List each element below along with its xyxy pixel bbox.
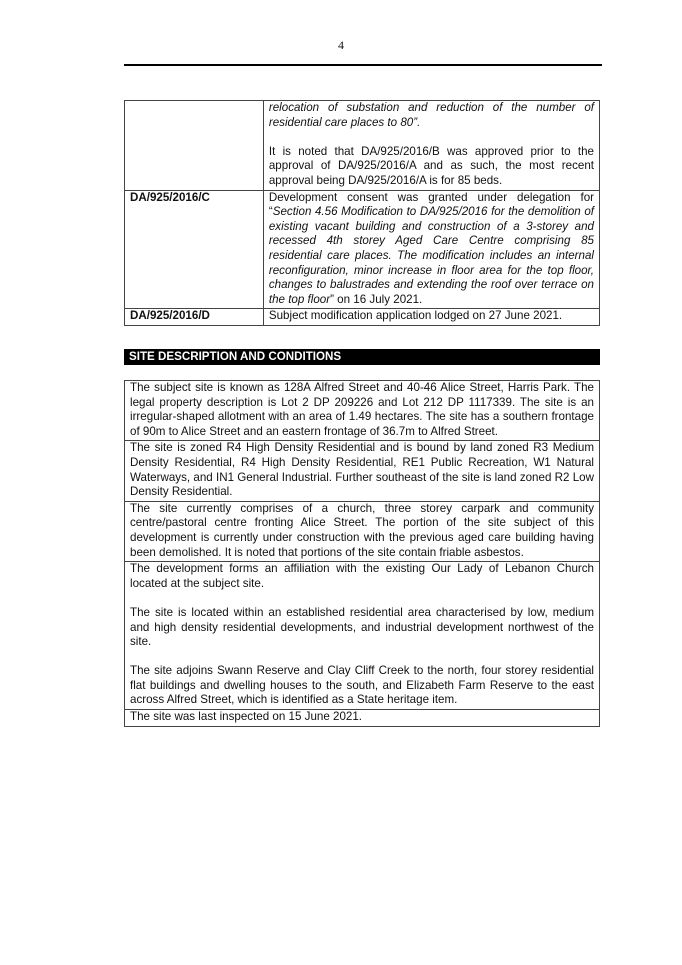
application-description	[263, 101, 599, 191]
site-description-cell	[125, 441, 600, 501]
page-number: 4	[338, 38, 344, 52]
history-row	[125, 101, 600, 191]
site-description-cell	[125, 710, 600, 727]
application-history-table	[124, 100, 600, 326]
site-description-paragraph: The site is located within an established residential area characterised by low, medium and high density residential developments, and industrial development northwest of the site.	[130, 605, 594, 649]
site-description-row	[125, 381, 600, 441]
site-description-body	[125, 381, 600, 727]
application-description	[263, 190, 599, 309]
description-paragraph	[269, 145, 594, 189]
header-rule	[124, 64, 602, 66]
site-description-row	[125, 501, 600, 561]
site-description-paragraph: The site currently comprises of a church, three storey carpark and community centre/pastoral centre fronting Alice Street. The portion of the site subject of this development is currently under construction with the previous aged care building having been demolished. It is noted that portions of the site contain friable asbestos.	[130, 501, 594, 559]
application-reference: DA/925/2016/D	[125, 309, 264, 326]
description-text: Subject modification application lodged on 27 June 2021.	[268, 309, 563, 323]
site-description-row	[125, 710, 600, 727]
application-reference	[125, 101, 264, 191]
history-row	[125, 190, 600, 309]
application-description	[263, 309, 599, 326]
site-description-row	[125, 441, 600, 501]
site-description-cell	[125, 562, 600, 710]
site-description-cell	[125, 501, 600, 561]
description-paragraph	[269, 101, 594, 130]
application-history-body	[125, 101, 600, 326]
description-paragraph	[269, 309, 594, 324]
quoted-description-text: relocation of substation and reduction of the number of residential care places to 80”.	[268, 101, 594, 129]
site-description-cell	[125, 381, 600, 441]
site-description-paragraph: The site is zoned R4 High Density Residential and is bound by land zoned R3 Medium Density Residential, R4 High Density Residential, RE1 Public Recreation, W1 Natural Waterways, and IN1 General Industrial. Further southeast of the site is land zoned R2 Low Density Residential.	[130, 441, 594, 499]
quoted-description-text: Section 4.56 Modification to DA/925/2016 for the demolition of existing vacant building and construction of a 3-storey and recessed 4th storey Aged Care Centre comprising 85 residential care places. The modification includes an internal reconfiguration, minor increase in floor area for the top floor, changes to balustrades and extending the roof over terrace on the top floor	[268, 205, 594, 306]
history-row	[125, 309, 600, 326]
site-description-row	[125, 562, 600, 710]
site-description-table	[124, 380, 600, 727]
site-description-paragraph: The site adjoins Swann Reserve and Clay Cliff Creek to the north, four storey residential flat buildings and dwelling houses to the south, and Elizabeth Farm Reserve to the east across Alfred Street, which is identified as a State heritage item.	[130, 664, 594, 707]
application-reference: DA/925/2016/C	[125, 190, 264, 309]
description-text: It is noted that DA/925/2016/B was approved prior to the approval of DA/925/2016/A and as such, the most recent approval being DA/925/2016/A is for 85 beds.	[268, 144, 594, 187]
description-text: ” on 16 July 2021.	[330, 292, 423, 306]
site-description-paragraph: The site was last inspected on 15 June 2021.	[130, 710, 363, 724]
site-description-paragraph: The development forms an affiliation with the existing Our Lady of Lebanon Church located at the subject site.	[130, 562, 594, 590]
site-description-paragraph: The subject site is known as 128A Alfred Street and 40-46 Alice Street, Harris Park. The legal property description is Lot 2 DP 209226 and Lot 212 DP 1117339. The site is an irregular-shaped allotment with an area of 1.49 hectares. The site has a southern frontage of 90m to Alice Street and an eastern frontage of 36.7m to Alfred Street.	[130, 381, 594, 438]
description-paragraph	[269, 191, 594, 308]
section-heading: SITE DESCRIPTION AND CONDITIONS	[124, 349, 600, 365]
description-text: Development consent was granted under delegation for “	[268, 190, 594, 219]
